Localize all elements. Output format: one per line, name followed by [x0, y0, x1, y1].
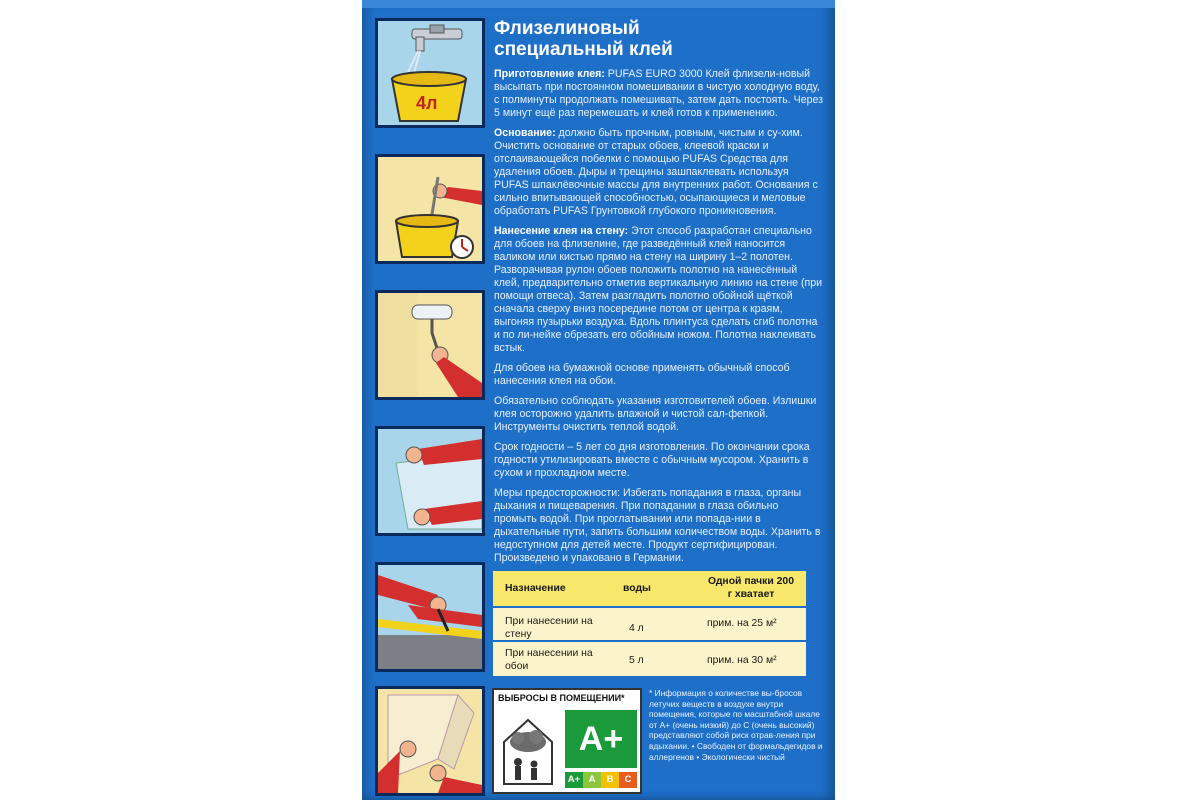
table-header-water: воды — [623, 583, 651, 594]
product-title — [494, 18, 824, 60]
section-heading: Основание: — [494, 127, 556, 139]
illustration-hanging — [375, 686, 485, 796]
scale-c: C — [619, 772, 637, 788]
section-body: Меры предосторожности: Избегать попадания в глаза, органы дыхания и пищеварения. При попадании в глаза обильно промыть водой. При проглатывании или попада-нии в дыхательные пути, запить большим количеством воды. Хранить в недоступном для детей месте. Продукт сертифицирован. Произведено и упаковано в Германии. — [494, 487, 821, 564]
section-body: PUFAS EURO 3000 Клей флизели-новый высыпать при постоянном помешивании в чистую холодную воду, с полминуты продолжать помешивать, затем дать постоять. Через 5 минут ещё раз перемешать и клей готов к применению. — [494, 68, 824, 119]
section-surface — [494, 127, 824, 218]
illustration-trimming — [375, 562, 485, 672]
table-divider — [493, 640, 806, 642]
bucket-label: 4л — [416, 93, 438, 113]
illustration-smoothing — [375, 426, 485, 536]
section-heading: Приготовление клея: — [494, 68, 605, 80]
illustration-bucket-water — [375, 18, 485, 128]
table-header-coverage: Одной пачки 200 г хватает — [708, 576, 794, 600]
title-line-1: Флизелиновый — [494, 18, 640, 39]
section-body: Для обоев на бумажной основе применять обычный способ нанесения клея на обои. — [494, 362, 790, 387]
table-row-1-water: 4 л — [629, 623, 644, 634]
scale-a: A — [583, 772, 601, 788]
section-body: Этот способ разработан специально для обоев на флизелине, где разведённый клей наносится валиком или кистью прямо на стену на ширину 1–2 полотен. Разворачивая рулон обоев положить полотно на нанесённый клей, предварительно отметив вертикальную линию на стене (при помощи отвеса). Затем разгладить полотно обойной щёткой сначала сверху вниз посередине потом от центра к краям, выгоняя пузырьки воздуха. Вдоль плинтуса сделать сгиб полотна и по ли-нейке обрезать его обойным ножом. Полотна наклеивать встык. — [494, 225, 823, 354]
section-preparation — [494, 68, 824, 120]
scale-b: B — [601, 772, 619, 788]
table-row-2-water: 5 л — [629, 655, 644, 666]
emissions-footnote: * Информация о количестве вы-бросов летучих веществ в воздухе внутри помещения, которые по масштабной шкале от A+ (очень низкий) до C (очень высокий) представляют собой риск отрав-ления при вдыхании. • Свободен от формальдегидов и аллергенов • Экологически чистый — [649, 688, 823, 762]
title-line-2: специальный клей — [494, 39, 673, 60]
section-paper-wallpaper — [494, 362, 824, 388]
house-family-icon — [500, 712, 556, 786]
instruction-text — [494, 18, 824, 572]
emissions-grade: A+ — [565, 710, 637, 768]
emissions-badge — [492, 688, 642, 794]
section-precautions — [494, 487, 824, 565]
section-body: Срок годности – 5 лет со дня изготовления. По окончании срока годности утилизировать вместе с обычным мусором. Хранить в сухом и прохладном месте. — [494, 441, 810, 479]
instruction-illustrations — [375, 14, 489, 800]
illustration-roller — [375, 290, 485, 400]
table-row-1-purpose: При нанесении на стену — [505, 616, 593, 640]
section-application — [494, 225, 824, 355]
emissions-scale — [565, 772, 637, 788]
emissions-label: ВЫБРОСЫ В ПОМЕЩЕНИИ* — [498, 693, 625, 703]
section-heading: Нанесение клея на стену: — [494, 225, 629, 237]
table-row-2-purpose: При нанесении на обои — [505, 648, 593, 672]
usage-table — [493, 571, 806, 676]
table-header-purpose: Назначение — [505, 583, 566, 594]
section-shelf-life — [494, 441, 824, 480]
illustration-stirring — [375, 154, 485, 264]
table-row-2-coverage: прим. на 30 м² — [707, 655, 777, 666]
section-body: Обязательно соблюдать указания изготовителей обоев. Излишки клея осторожно удалить влажной и чистой сал-фепкой. Инструменты очистить теплой водой. — [494, 395, 817, 433]
glue-package-back — [362, 0, 835, 800]
table-divider — [493, 606, 806, 608]
table-row-1-coverage: прим. на 25 м² — [707, 618, 777, 629]
section-body: должно быть прочным, ровным, чистым и су-хим. Очистить основание от старых обоев, клеевой краски и отслаивающейся побелки с помощью PUFAS Средства для удаления обоев. Дыры и трещины зашпаклевать используя PUFAS шпаклёвочные массы для внутренних работ. Основания с сильно впитывающей способностью, осыпающиеся и меловые обработать PUFAS Грунтовкой глубокого проникновения. — [494, 127, 818, 217]
section-manufacturer-notes — [494, 395, 824, 434]
scale-a-plus: A+ — [565, 772, 583, 788]
